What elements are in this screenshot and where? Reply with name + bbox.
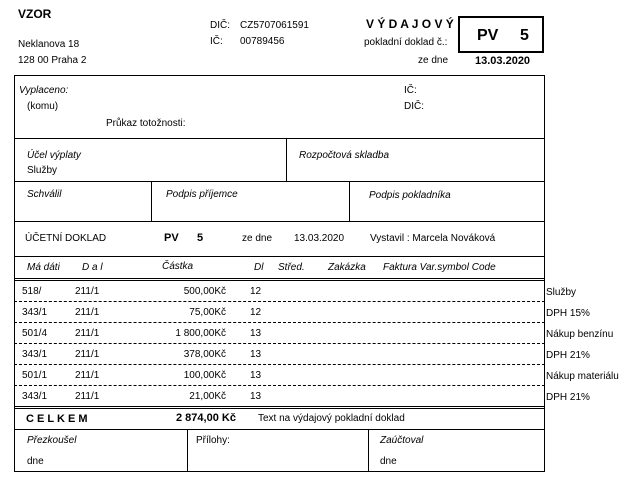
checked-label: Přezkoušel <box>27 435 77 446</box>
row-dal: 211/1 <box>75 391 100 402</box>
row-md: 501/4 <box>22 328 48 339</box>
header-md: Má dáti <box>27 262 60 273</box>
header-amount: Částka <box>162 261 194 272</box>
row-note: DPH 15% <box>546 308 590 319</box>
row-md: 343/1 <box>22 391 48 402</box>
dic-label: DIČ: <box>210 20 230 31</box>
accounting-date: 13.03.2020 <box>294 233 345 244</box>
row-dl: 13 <box>250 391 262 402</box>
payee-ic-label: IČ: <box>404 85 417 96</box>
row-amount: 1 800,00Kč <box>175 328 226 339</box>
paid-label: Vyplaceno: <box>19 85 69 96</box>
row-md: 518/ <box>22 286 42 297</box>
dic-value: CZ5707061591 <box>240 20 309 31</box>
document-date-label: ze dne <box>418 55 449 66</box>
row-note: Nákup benzínu <box>546 329 614 340</box>
row-dal: 211/1 <box>75 307 100 318</box>
row-dl: 13 <box>250 370 262 381</box>
row-md: 501/1 <box>22 370 48 381</box>
posted-label: Zaúčtoval <box>380 435 424 446</box>
row-note: Nákup materiálu <box>546 371 619 382</box>
header-dl: Dl <box>254 262 264 273</box>
row-dl: 12 <box>250 307 262 318</box>
accounting-prefix: PV <box>164 232 179 244</box>
row-md: 343/1 <box>22 307 48 318</box>
row-dl: 13 <box>250 328 262 339</box>
row-dal: 211/1 <box>75 349 100 360</box>
document-number: 5 <box>520 27 529 44</box>
table-row <box>14 281 545 302</box>
ic-label: IČ: <box>210 36 223 47</box>
row-note: Služby <box>546 287 577 298</box>
row-amount: 21,00Kč <box>189 391 226 402</box>
row-dal: 211/1 <box>75 286 100 297</box>
purpose-label: Účel výplaty <box>27 150 81 161</box>
payee-to-whom: (komu) <box>27 101 59 112</box>
header-dal: D a l <box>82 262 103 273</box>
header-center: Střed. <box>278 262 305 273</box>
cashier-signature-label: Podpis pokladníka <box>369 190 451 201</box>
total-label: C E L K E M <box>26 413 88 425</box>
row-dl: 12 <box>250 286 262 297</box>
approved-label: Schválil <box>27 189 62 200</box>
table-row <box>14 323 545 344</box>
company-name: VZOR <box>18 7 52 21</box>
row-amount: 500,00Kč <box>183 286 226 297</box>
accounting-number: 5 <box>197 232 204 244</box>
company-city: 128 00 Praha 2 <box>18 55 87 66</box>
company-street: Neklanova 18 <box>18 39 80 50</box>
row-note: DPH 21% <box>546 392 590 403</box>
document-prefix: PV <box>477 27 499 44</box>
accounting-label: ÚČETNÍ DOKLAD <box>25 233 107 244</box>
row-amount: 378,00Kč <box>183 349 226 360</box>
row-dal: 211/1 <box>75 328 100 339</box>
table-row <box>14 386 545 406</box>
accounting-date-label: ze dne <box>242 233 273 244</box>
table-row <box>14 344 545 365</box>
attachments-label: Přílohy: <box>196 435 230 446</box>
header-order: Zakázka <box>328 262 366 273</box>
posted-date-label: dne <box>380 456 397 467</box>
row-amount: 100,00Kč <box>183 370 226 381</box>
document-date: 13.03.2020 <box>475 55 531 67</box>
row-dal: 211/1 <box>75 370 100 381</box>
row-dl: 13 <box>250 349 262 360</box>
document-title: V Ý D A J O V Ý <box>366 17 454 31</box>
payee-dic-label: DIČ: <box>404 101 424 112</box>
total-text: Text na výdajový pokladní doklad <box>258 413 405 424</box>
document-number-box <box>458 16 544 53</box>
ic-value: 00789456 <box>240 36 285 47</box>
recipient-signature-label: Podpis příjemce <box>166 189 238 200</box>
document-subtitle: pokladní doklad č.: <box>364 37 448 48</box>
row-note: DPH 21% <box>546 350 590 361</box>
issued-by: Vystavil : Marcela Nováková <box>370 233 496 244</box>
budget-label: Rozpočtová skladba <box>299 150 390 161</box>
table-row <box>14 365 545 386</box>
header-invoice: Faktura Var.symbol Code <box>383 262 496 273</box>
checked-date-label: dne <box>27 456 44 467</box>
row-md: 343/1 <box>22 349 48 360</box>
row-amount: 75,00Kč <box>189 307 226 318</box>
total-amount: 2 874,00 Kč <box>176 412 236 424</box>
table-row <box>14 302 545 323</box>
purpose-value: Služby <box>27 165 58 176</box>
id-proof-label: Průkaz totožnosti: <box>106 118 186 129</box>
